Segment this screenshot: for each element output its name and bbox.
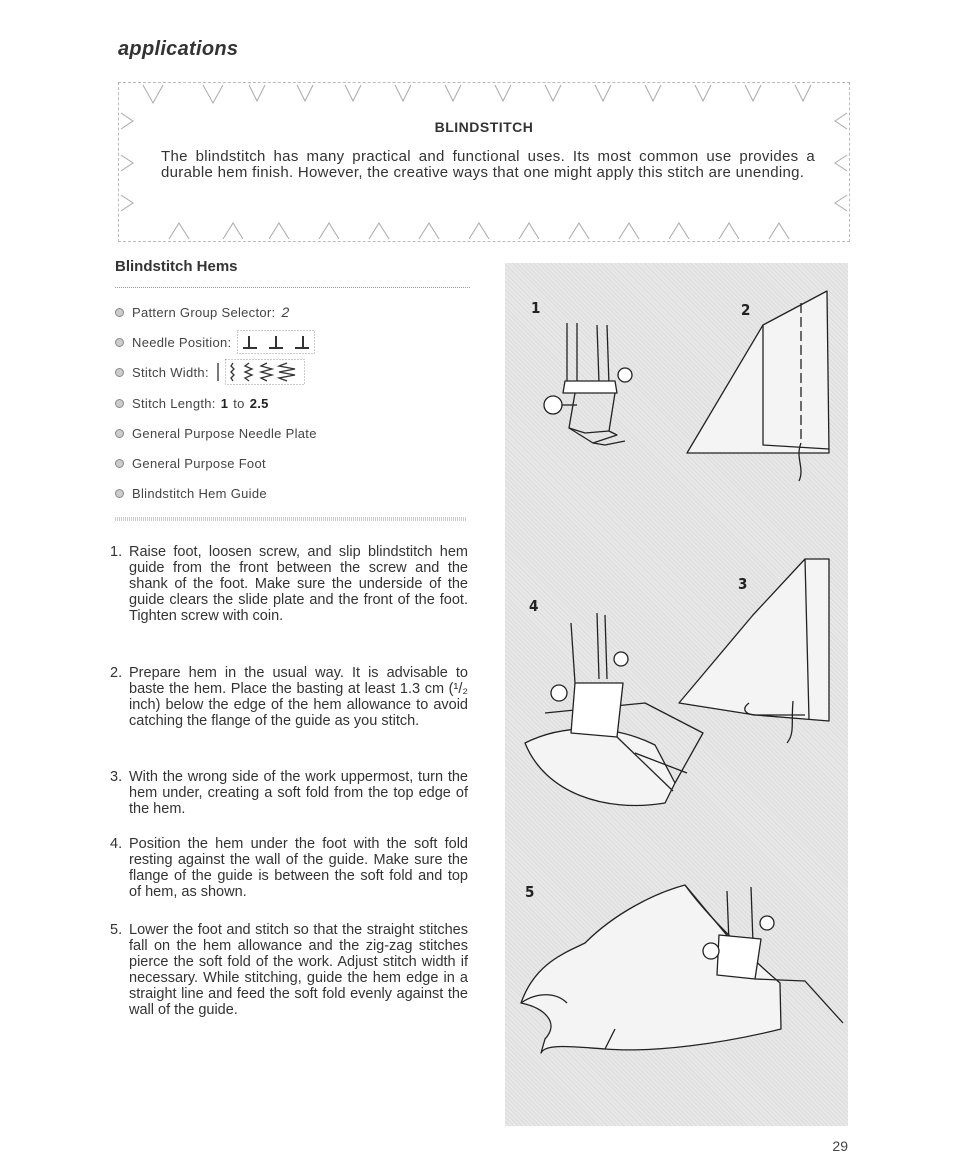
foot-on-fabric-illustration-4: [525, 613, 703, 806]
stitch-length-min: 1: [220, 395, 229, 411]
stitching-illustration-5: [521, 885, 843, 1053]
figure-label-2: 2: [741, 301, 751, 319]
bullet-icon: [115, 308, 124, 317]
setting-stitch-length: Stitch Length: 1 to 2.5: [115, 391, 269, 415]
intro-paragraph: The blindstitch has many practical and functional uses. Its most common use provides a durable hem finish. However, the creative ways that one might apply this stitch are unending.: [161, 148, 815, 181]
section-title: applications: [118, 38, 239, 60]
divider-bottom: [115, 517, 467, 521]
illustrations-svg: [505, 263, 848, 1126]
intro-box: [118, 82, 850, 242]
needle-position-icons: [237, 330, 315, 354]
bullet-icon: [115, 399, 124, 408]
figure-label-5: 5: [525, 883, 535, 901]
setting-needle-position: Needle Position:: [115, 330, 315, 354]
setting-hem-guide: Blindstitch Hem Guide: [115, 481, 267, 505]
step-4: 4. Position the hem under the foot with the soft fold resting against the wall of the guide. Make sure the flange of the guide is between the soft fold and top of hem, as shown.: [110, 836, 468, 901]
page-number: 29: [832, 1138, 848, 1154]
divider-top: [115, 287, 470, 288]
step-1: 1. Raise foot, loosen screw, and slip blindstitch hem guide from the front between the screw and the shank of the foot. Make sure the underside of the guide clears the slide plate and the front of the foot. Tighten screw with coin.: [110, 544, 468, 625]
stitch-width-icons: [215, 359, 305, 385]
pattern-group-value: 2: [281, 304, 290, 320]
bullet-icon: [115, 338, 124, 347]
figure-label-4: 4: [529, 597, 539, 615]
step-2: 2. Prepare hem in the usual way. It is advisable to baste the hem. Place the basting at least 1.3 cm (¹/₂ inch) below the edge of the hem allowance to avoid catching the flange of the guide as you stitch.: [110, 665, 468, 730]
illustration-panel: [505, 263, 848, 1126]
step-3: 3. With the wrong side of the work uppermost, turn the hem under, creating a soft fold from the top edge of the hem.: [110, 769, 468, 818]
fabric-fold-illustration-3: [679, 559, 829, 743]
bullet-icon: [115, 459, 124, 468]
bullet-icon: [115, 368, 124, 377]
setting-foot: General Purpose Foot: [115, 451, 266, 475]
fabric-fold-illustration-2: [687, 291, 829, 481]
figure-label-3: 3: [738, 575, 748, 593]
stitch-length-max: 2.5: [249, 395, 269, 411]
subsection-heading: Blindstitch Hems: [115, 258, 238, 275]
bullet-icon: [115, 489, 124, 498]
setting-needle-plate: General Purpose Needle Plate: [115, 421, 317, 445]
setting-stitch-width: Stitch Width:: [115, 360, 305, 384]
setting-pattern-group: Pattern Group Selector: 2: [115, 300, 290, 324]
figure-label-1: 1: [531, 299, 541, 317]
bullet-icon: [115, 429, 124, 438]
presser-foot-illustration: [544, 323, 632, 445]
intro-heading: BLINDSTITCH: [434, 119, 534, 135]
step-5: 5. Lower the foot and stitch so that the straight stitches fall on the hem allowance and the zig-zag stitches pierce the soft fold of the work. Adjust stitch width if necessary. While stitching, guide the hem edge in a straight line and feed the soft fold evenly against the wall of the guide.: [110, 922, 468, 1019]
